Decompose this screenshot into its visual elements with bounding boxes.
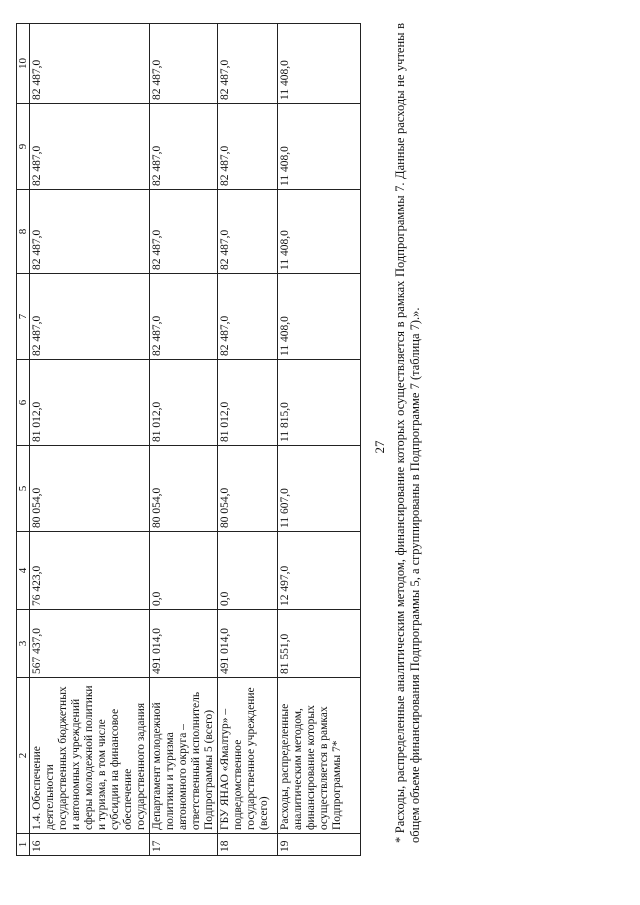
value-cell: 80 054,0 [150,446,218,532]
value-cell: 0,0 [218,532,278,610]
page-number: 27 [372,440,387,454]
header-cell: 3 [17,610,30,678]
value-cell: 81 012,0 [150,360,218,446]
header-cell: 10 [17,24,30,104]
header-cell: 4 [17,532,30,610]
value-cell: 80 054,0 [30,446,150,532]
value-cell: 82 487,0 [150,190,218,274]
table-row [218,24,278,856]
row-number: 16 [30,834,150,856]
header-cell: 7 [17,274,30,360]
row-description: Департамент молодежной политики и туризма автономного округа – ответственный исполнитель Подпрограммы 5 (всего) [150,678,218,834]
value-cell: 80 054,0 [218,446,278,532]
value-cell: 82 487,0 [218,24,278,104]
value-cell: 567 437,0 [30,610,150,678]
value-cell: 81 012,0 [218,360,278,446]
value-cell: 82 487,0 [218,104,278,190]
row-number: 17 [150,834,218,856]
row-description: Расходы, распределенные аналитическим методом, финансирование которых осуществляется в рамках Подпрограммы 7* [278,678,361,834]
table-row [30,24,150,856]
table-row [278,24,361,856]
header-cell: 6 [17,360,30,446]
funding-table [16,23,361,856]
value-cell: 11 408,0 [278,104,361,190]
header-cell: 8 [17,190,30,274]
value-cell: 82 487,0 [218,190,278,274]
header-cell: 2 [17,678,30,834]
value-cell: 82 487,0 [30,24,150,104]
value-cell: 82 487,0 [30,104,150,190]
header-cell: 1 [17,834,30,856]
table-header-row [17,24,30,856]
row-description: 1.4. Обеспечение деятельности государственных бюджетных и автономных учреждений сферы молодежной политики и туризма, в том числе субсидии на финансовое обеспечение государственного задания [30,678,150,834]
header-cell: 9 [17,104,30,190]
footnote: * Расходы, распределенные аналитическим методом, финансирование которых осуществляется в рамках Подпрограммы 7. Данные расходы не учтены в общем объеме финансирования Подпрограммы 5, а сгруппированы в Подпрограмме 7 (таблица 7).». [393,23,422,843]
value-cell: 11 408,0 [278,24,361,104]
header-cell: 5 [17,446,30,532]
value-cell: 82 487,0 [150,24,218,104]
value-cell: 0,0 [150,532,218,610]
value-cell: 82 487,0 [150,104,218,190]
value-cell: 82 487,0 [150,274,218,360]
row-number: 19 [278,834,361,856]
value-cell: 76 423,0 [30,532,150,610]
value-cell: 11 607,0 [278,446,361,532]
value-cell: 11 408,0 [278,274,361,360]
value-cell: 11 408,0 [278,190,361,274]
value-cell: 81 551,0 [278,610,361,678]
value-cell: 82 487,0 [30,190,150,274]
table-row [150,24,218,856]
value-cell: 82 487,0 [30,274,150,360]
value-cell: 491 014,0 [218,610,278,678]
value-cell: 11 815,0 [278,360,361,446]
value-cell: 491 014,0 [150,610,218,678]
row-number: 18 [218,834,278,856]
value-cell: 81 012,0 [30,360,150,446]
value-cell: 82 487,0 [218,274,278,360]
value-cell: 12 497,0 [278,532,361,610]
row-description: ГБУ ЯНАО «Ямалтур» – подведомственное государственное учреждение (всего) [218,678,278,834]
